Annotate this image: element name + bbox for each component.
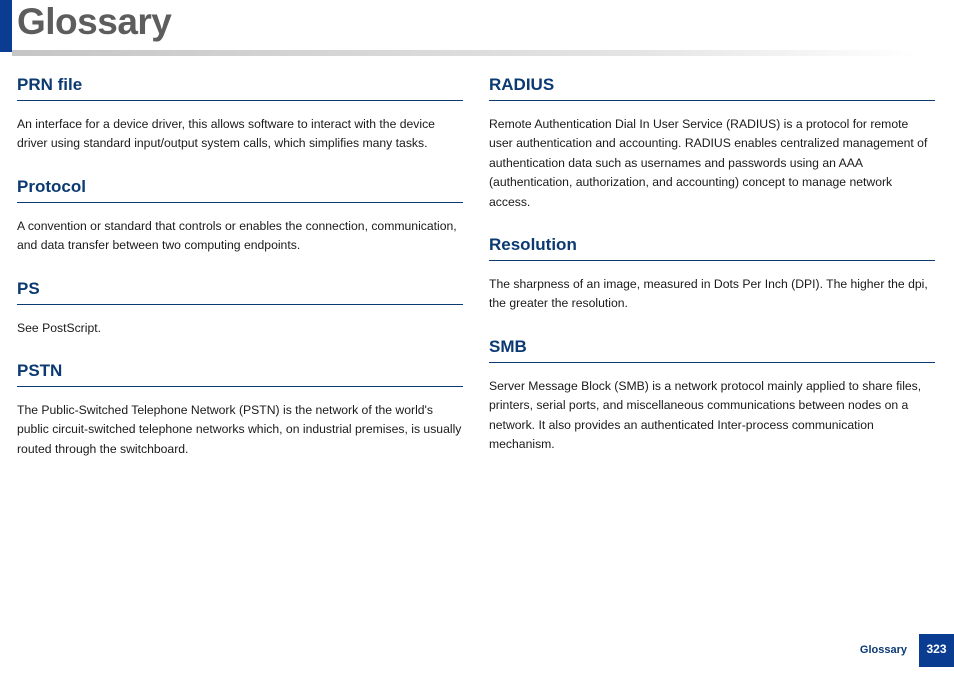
left-column bbox=[17, 74, 463, 481]
entry-definition: The sharpness of an image, measured in Dots Per Inch (DPI). The higher the dpi, the greater the resolution. bbox=[489, 277, 928, 311]
right-column bbox=[489, 74, 935, 476]
entry-term: PSTN bbox=[17, 360, 463, 387]
footer-section-link[interactable]: Glossary bbox=[859, 644, 907, 656]
entry-term: SMB bbox=[489, 336, 935, 363]
entry-definition: A convention or standard that controls or enables the connection, communication, and data transfer between two computing endpoints. bbox=[17, 218, 457, 253]
title-underline-rule bbox=[12, 50, 917, 56]
entry-term: PRN file bbox=[17, 74, 463, 101]
header-accent-bar bbox=[0, 0, 12, 52]
page-title: Glossary bbox=[17, 1, 172, 42]
glossary-entry-prn-file bbox=[17, 74, 463, 154]
glossary-entry-pstn bbox=[17, 360, 463, 459]
page-number-badge: 323 bbox=[919, 634, 954, 667]
glossary-entry-smb bbox=[489, 336, 935, 455]
entry-definition: See PostScript. bbox=[17, 320, 101, 335]
entry-term: Protocol bbox=[17, 176, 463, 203]
glossary-entry-resolution bbox=[489, 234, 935, 314]
entry-definition: Remote Authentication Dial In User Service (RADIUS) is a protocol for remote user authentication and accounting. RADIUS enables centralized management of authentication data such as usernames and passwords using an AAA (authentication, authorization, and accounting) concept to manage network access. bbox=[489, 117, 928, 209]
entry-term: Resolution bbox=[489, 234, 935, 261]
glossary-entry-radius bbox=[489, 74, 935, 212]
entry-definition: The Public-Switched Telephone Network (PSTN) is the network of the world's public circuit-switched telephone networks which, on industrial premises, is usually routed through the switchboard. bbox=[17, 403, 462, 456]
entry-term: RADIUS bbox=[489, 74, 935, 101]
entry-term: PS bbox=[17, 278, 463, 305]
glossary-entry-ps bbox=[17, 278, 463, 338]
entry-definition: An interface for a device driver, this allows software to interact with the device driver using standard input/output system calls, which simplifies many tasks. bbox=[17, 117, 435, 151]
glossary-entry-protocol bbox=[17, 176, 463, 256]
entry-definition: Server Message Block (SMB) is a network protocol mainly applied to share files, printers, serial ports, and miscellaneous communications between nodes on a network. It also provides an authenticated Inter-process communication mechanism. bbox=[489, 378, 922, 452]
